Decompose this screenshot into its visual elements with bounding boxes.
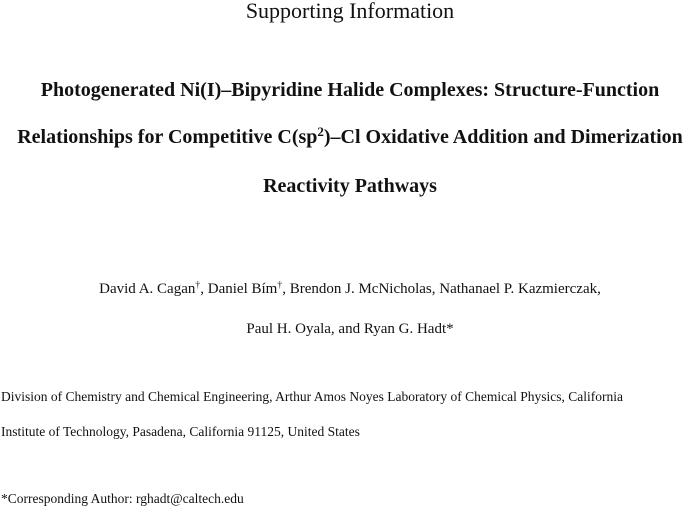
author-list-line-1 xyxy=(0,279,700,299)
paper-title-line-3: Reactivity Pathways xyxy=(263,175,437,197)
equal-contribution-mark: † xyxy=(277,279,283,291)
affiliation-line-2: Institute of Technology, Pasadena, California 91125, United States xyxy=(1,424,360,439)
paper-title-line-2 xyxy=(0,124,700,150)
title-line-2-part-2: )–Cl Oxidative Addition and Dimerization xyxy=(323,126,683,148)
corresponding-author: *Corresponding Author: rghadt@caltech.edu xyxy=(1,491,244,506)
affiliation-line-1: Division of Chemistry and Chemical Engineering, Arthur Amos Noyes Laboratory of Chemical Physics, California xyxy=(1,389,624,404)
author-list-rest: , Brendon J. McNicholas, Nathanael P. Kazmierczak, xyxy=(282,281,601,297)
title-superscript: 2 xyxy=(317,123,324,139)
title-line-2-part-1: Relationships for Competitive C(sp xyxy=(17,126,318,148)
author-bim: , Daniel Bím xyxy=(200,281,278,297)
author-list-line-2: Paul H. Oyala, and Ryan G. Hadt* xyxy=(246,321,454,337)
supporting-information-header: Supporting Information xyxy=(245,0,455,23)
author-cagan: David A. Cagan xyxy=(99,281,196,297)
equal-contribution-mark: † xyxy=(195,279,201,291)
paper-title-line-1: Photogenerated Ni(I)–Bipyridine Halide Complexes: Structure-Function xyxy=(40,79,660,101)
